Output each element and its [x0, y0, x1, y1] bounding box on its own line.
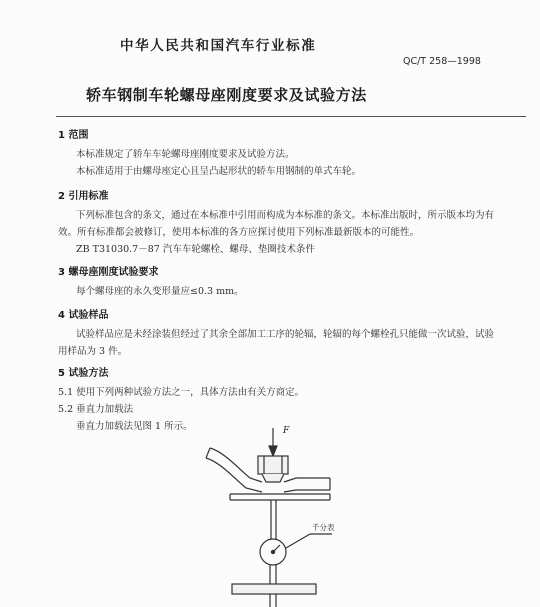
section-5-heading: 5 试验方法	[58, 368, 109, 379]
organization-header: 中华人民共和国汽车行业标准	[120, 38, 317, 54]
section-1-paragraph-1: 本标准规定了轿车车轮螺母座刚度要求及试验方法。	[76, 149, 295, 160]
section-5-item-2: 5.2 垂直力加载法	[58, 404, 134, 415]
standard-code: QC/T 258—1998	[403, 56, 481, 67]
document-title: 轿车钢制车轮螺母座刚度要求及试验方法	[86, 86, 367, 104]
section-5-paragraph-1: 垂直力加载法见图 1 所示。	[76, 421, 193, 432]
wheel-disc-right-lower	[284, 490, 330, 492]
section-4-paragraph-2: 用样品为 3 件。	[58, 346, 128, 357]
wheel-disc-left-upper	[210, 448, 262, 482]
section-2-paragraph-1: 下列标准包含的条文，通过在本标准中引用而构成为本标准的条文。本标准出版时，所示版本均为有	[76, 210, 495, 221]
force-label: F	[283, 426, 290, 436]
section-2-reference: ZB T31030.7－87 汽车车轮螺栓、螺母、垫圈技术条件	[76, 244, 315, 255]
section-2-heading: 2 引用标准	[58, 191, 109, 202]
section-3-paragraph-1: 每个螺母座的永久变形量应≤0.3 mm。	[76, 286, 244, 297]
section-5-item-1: 5.1 使用下列两种试验方法之一，具体方法由有关方商定。	[58, 387, 305, 398]
force-arrow-head	[269, 446, 277, 456]
section-1-paragraph-2: 本标准适用于由螺母座定心且呈凸起形状的轿车用钢制的单式车轮。	[76, 166, 362, 177]
section-3-heading: 3 螺母座刚度试验要求	[58, 267, 159, 278]
wheel-disc-right-upper	[284, 478, 330, 482]
section-4-heading: 4 试验样品	[58, 310, 109, 321]
gauge-leader-line	[286, 534, 310, 548]
section-1-heading: 1 范围	[58, 130, 89, 141]
section-2-paragraph-2: 效。所有标准都会被修订，使用本标准的各方应探讨使用下列标准最新版本的可能性。	[58, 227, 420, 238]
gauge-label: 千分表	[312, 523, 335, 532]
section-4-paragraph-1: 试验样品应是未经涂装但经过了其余全部加工工序的轮辐，轮辐的每个螺栓孔只能做一次试验，试验	[76, 329, 495, 340]
loading-nut	[258, 456, 288, 474]
nut-cone	[262, 474, 284, 482]
lower-fixture-bar	[232, 584, 316, 594]
